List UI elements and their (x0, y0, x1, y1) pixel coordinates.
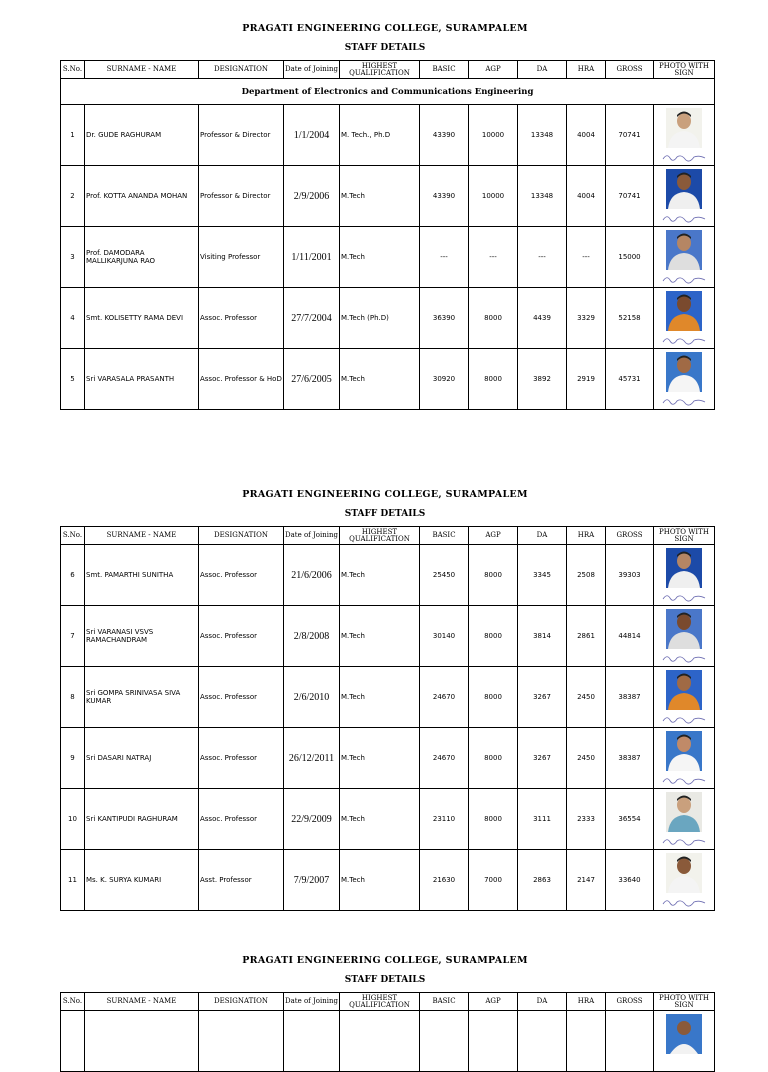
gross-pay: 38387 (606, 728, 654, 789)
staff-name: Smt. PAMARTHI SUNITHA (85, 545, 199, 606)
serial-number: 3 (61, 227, 85, 288)
col-hra: HRA (567, 527, 606, 545)
da-pay: --- (518, 227, 567, 288)
qualification: M.Tech (340, 166, 420, 227)
date-of-joining: 2/8/2008 (284, 606, 340, 667)
col-agp: AGP (469, 61, 518, 79)
serial-number: 11 (61, 850, 85, 911)
gross-pay: 70741 (606, 166, 654, 227)
staff-designation: Asst. Professor (199, 850, 284, 911)
staff-table-3 (60, 992, 715, 1072)
signature-image (661, 897, 707, 907)
col-gross: GROSS (606, 61, 654, 79)
gross-pay: 70741 (606, 105, 654, 166)
staff-photo (666, 548, 702, 588)
col-gross: GROSS (606, 527, 654, 545)
col-name: SURNAME - NAME (85, 993, 199, 1011)
hra-pay: 2333 (567, 789, 606, 850)
col-basic: BASIC (420, 993, 469, 1011)
date-of-joining: 2/6/2010 (284, 667, 340, 728)
col-name: SURNAME - NAME (85, 527, 199, 545)
col-basic: BASIC (420, 61, 469, 79)
da-pay: 3892 (518, 349, 567, 410)
photo-with-sign (654, 667, 715, 728)
staff-name: Sri KANTIPUDI RAGHURAM (85, 789, 199, 850)
staff-table-1 (60, 60, 715, 410)
college-title: PRAGATI ENGINEERING COLLEGE, SURAMPALEM (242, 23, 528, 34)
agp-pay: --- (469, 227, 518, 288)
basic-pay: 25450 (420, 545, 469, 606)
serial-number: 8 (61, 667, 85, 728)
col-sno: S.No. (61, 993, 85, 1011)
basic-pay: 24670 (420, 667, 469, 728)
col-gross: GROSS (606, 993, 654, 1011)
photo-with-sign (654, 349, 715, 410)
photo-with-sign (654, 105, 715, 166)
table-row (61, 545, 715, 606)
basic-pay: 43390 (420, 166, 469, 227)
staff-name: Sri VARASALA PRASANTH (85, 349, 199, 410)
signature-image (661, 653, 707, 663)
qualification: M.Tech (340, 349, 420, 410)
staff-designation: Assoc. Professor (199, 606, 284, 667)
table-row (61, 288, 715, 349)
hra-pay: 2450 (567, 728, 606, 789)
serial-number: 10 (61, 789, 85, 850)
col-qualification: HIGHEST QUALIFICATION (340, 993, 420, 1011)
hra-pay: --- (567, 227, 606, 288)
staff-details-heading: STAFF DETAILS (344, 975, 426, 985)
col-hra: HRA (567, 993, 606, 1011)
table-row (61, 789, 715, 850)
staff-name: Sri VARANASI VSVS RAMACHANDRAM (85, 606, 199, 667)
staff-designation: Assoc. Professor & HoD (199, 349, 284, 410)
col-da: DA (518, 993, 567, 1011)
staff-table-2 (60, 526, 715, 911)
basic-pay: 36390 (420, 288, 469, 349)
serial-number: 6 (61, 545, 85, 606)
basic-pay: 24670 (420, 728, 469, 789)
photo-with-sign (654, 606, 715, 667)
qualification: M.Tech (340, 728, 420, 789)
date-of-joining: 1/1/2004 (284, 105, 340, 166)
college-title: PRAGATI ENGINEERING COLLEGE, SURAMPALEM (242, 489, 528, 500)
signature-image (661, 152, 707, 162)
qualification: M.Tech (340, 606, 420, 667)
qualification: M.Tech (Ph.D) (340, 288, 420, 349)
agp-pay: 10000 (469, 166, 518, 227)
staff-photo (666, 169, 702, 209)
col-agp: AGP (469, 993, 518, 1011)
table-row (61, 728, 715, 789)
agp-pay: 8000 (469, 728, 518, 789)
serial-number: 9 (61, 728, 85, 789)
hra-pay: 3329 (567, 288, 606, 349)
hra-pay: 2450 (567, 667, 606, 728)
da-pay: 3267 (518, 728, 567, 789)
hra-pay: 2147 (567, 850, 606, 911)
gross-pay: 39303 (606, 545, 654, 606)
signature-image (661, 213, 707, 223)
staff-designation: Assoc. Professor (199, 789, 284, 850)
col-hra: HRA (567, 61, 606, 79)
college-title: PRAGATI ENGINEERING COLLEGE, SURAMPALEM (242, 955, 528, 966)
gross-pay: 36554 (606, 789, 654, 850)
department-heading: Department of Electronics and Communications Engineering (61, 79, 715, 105)
hra-pay: 4004 (567, 105, 606, 166)
table-row (61, 1011, 715, 1072)
col-doj: Date of Joining (284, 993, 340, 1011)
col-photo: PHOTO WITH SIGN (654, 527, 715, 545)
staff-photo (666, 108, 702, 148)
date-of-joining: 21/6/2006 (284, 545, 340, 606)
staff-photo (666, 670, 702, 710)
staff-name: Sri DASARI NATRAJ (85, 728, 199, 789)
col-name: SURNAME - NAME (85, 61, 199, 79)
gross-pay: 33640 (606, 850, 654, 911)
col-designation: DESIGNATION (199, 993, 284, 1011)
col-da: DA (518, 61, 567, 79)
da-pay: 13348 (518, 166, 567, 227)
staff-name: Ms. K. SURYA KUMARI (85, 850, 199, 911)
photo-with-sign (654, 545, 715, 606)
gross-pay: 45731 (606, 349, 654, 410)
photo-with-sign (654, 166, 715, 227)
photo-with-sign (654, 850, 715, 911)
signature-image (661, 592, 707, 602)
staff-designation: Professor & Director (199, 166, 284, 227)
col-sno: S.No. (61, 61, 85, 79)
da-pay: 3814 (518, 606, 567, 667)
staff-designation: Assoc. Professor (199, 288, 284, 349)
hra-pay: 4004 (567, 166, 606, 227)
staff-designation: Visiting Professor (199, 227, 284, 288)
col-qualification: HIGHEST QUALIFICATION (340, 527, 420, 545)
qualification: M.Tech (340, 789, 420, 850)
basic-pay: --- (420, 227, 469, 288)
signature-image (661, 396, 707, 406)
col-agp: AGP (469, 527, 518, 545)
basic-pay: 30920 (420, 349, 469, 410)
agp-pay: 8000 (469, 349, 518, 410)
col-doj: Date of Joining (284, 61, 340, 79)
hra-pay: 2861 (567, 606, 606, 667)
col-sno: S.No. (61, 527, 85, 545)
staff-photo (666, 291, 702, 331)
col-da: DA (518, 527, 567, 545)
qualification: M.Tech (340, 227, 420, 288)
signature-image (661, 274, 707, 284)
table-row (61, 227, 715, 288)
staff-designation: Professor & Director (199, 105, 284, 166)
agp-pay: 8000 (469, 545, 518, 606)
qualification: M.Tech (340, 545, 420, 606)
photo-with-sign (654, 227, 715, 288)
staff-designation: Assoc. Professor (199, 545, 284, 606)
gross-pay: 15000 (606, 227, 654, 288)
photo-with-sign (654, 789, 715, 850)
staff-photo (666, 230, 702, 270)
da-pay: 13348 (518, 105, 567, 166)
table-row (61, 606, 715, 667)
col-doj: Date of Joining (284, 527, 340, 545)
da-pay: 3267 (518, 667, 567, 728)
table-row (61, 667, 715, 728)
photo-with-sign (654, 288, 715, 349)
date-of-joining: 22/9/2009 (284, 789, 340, 850)
date-of-joining: 2/9/2006 (284, 166, 340, 227)
signature-image (661, 714, 707, 724)
staff-photo (666, 1014, 702, 1054)
date-of-joining: 1/11/2001 (284, 227, 340, 288)
col-designation: DESIGNATION (199, 61, 284, 79)
col-photo: PHOTO WITH SIGN (654, 61, 715, 79)
staff-photo (666, 792, 702, 832)
qualification: M.Tech (340, 667, 420, 728)
staff-details-heading: STAFF DETAILS (344, 509, 426, 519)
basic-pay: 30140 (420, 606, 469, 667)
basic-pay: 21630 (420, 850, 469, 911)
serial-number: 4 (61, 288, 85, 349)
staff-name: Sri GOMPA SRINIVASA SIVA KUMAR (85, 667, 199, 728)
agp-pay: 10000 (469, 105, 518, 166)
col-basic: BASIC (420, 527, 469, 545)
gross-pay: 38387 (606, 667, 654, 728)
staff-photo (666, 352, 702, 392)
hra-pay: 2919 (567, 349, 606, 410)
header-row (61, 527, 715, 545)
date-of-joining: 27/7/2004 (284, 288, 340, 349)
date-of-joining: 26/12/2011 (284, 728, 340, 789)
staff-photo (666, 731, 702, 771)
header-row (61, 993, 715, 1011)
staff-photo (666, 609, 702, 649)
agp-pay: 8000 (469, 667, 518, 728)
basic-pay: 23110 (420, 789, 469, 850)
col-qualification: HIGHEST QUALIFICATION (340, 61, 420, 79)
da-pay: 2863 (518, 850, 567, 911)
table-row (61, 850, 715, 911)
staff-details-heading: STAFF DETAILS (344, 43, 426, 53)
da-pay: 3345 (518, 545, 567, 606)
da-pay: 3111 (518, 789, 567, 850)
staff-photo (666, 853, 702, 893)
agp-pay: 8000 (469, 789, 518, 850)
staff-name: Dr. GUDE RAGHURAM (85, 105, 199, 166)
table-row (61, 105, 715, 166)
col-designation: DESIGNATION (199, 527, 284, 545)
table-row (61, 166, 715, 227)
staff-name: Smt. KOLISETTY RAMA DEVI (85, 288, 199, 349)
gross-pay: 44814 (606, 606, 654, 667)
basic-pay: 43390 (420, 105, 469, 166)
gross-pay: 52158 (606, 288, 654, 349)
agp-pay: 8000 (469, 288, 518, 349)
hra-pay: 2508 (567, 545, 606, 606)
staff-designation: Assoc. Professor (199, 667, 284, 728)
serial-number: 7 (61, 606, 85, 667)
photo-with-sign (654, 728, 715, 789)
da-pay: 4439 (518, 288, 567, 349)
agp-pay: 8000 (469, 606, 518, 667)
date-of-joining: 7/9/2007 (284, 850, 340, 911)
signature-image (661, 836, 707, 846)
serial-number: 1 (61, 105, 85, 166)
signature-image (661, 335, 707, 345)
header-row (61, 61, 715, 79)
table-row (61, 349, 715, 410)
serial-number: 2 (61, 166, 85, 227)
qualification: M.Tech (340, 850, 420, 911)
col-photo: PHOTO WITH SIGN (654, 993, 715, 1011)
date-of-joining: 27/6/2005 (284, 349, 340, 410)
qualification: M. Tech., Ph.D (340, 105, 420, 166)
serial-number: 5 (61, 349, 85, 410)
agp-pay: 7000 (469, 850, 518, 911)
staff-designation: Assoc. Professor (199, 728, 284, 789)
staff-name: Prof. DAMODARA MALLIKARJUNA RAO (85, 227, 199, 288)
signature-image (661, 775, 707, 785)
staff-name: Prof. KOTTA ANANDA MOHAN (85, 166, 199, 227)
